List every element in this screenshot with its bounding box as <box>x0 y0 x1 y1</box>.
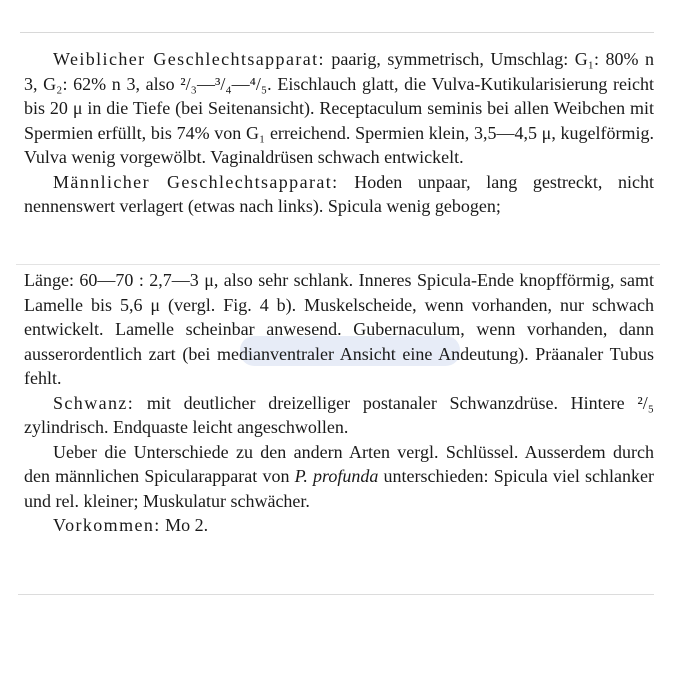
text-block-upper <box>24 47 654 219</box>
text-differences: Ueber die Unterschiede zu den andern Arten vergl. Schlüssel. Ausserdem durch den männlichen Spicularapparat von <box>24 441 654 486</box>
paragraph-male-apparatus-start <box>24 170 654 219</box>
clipping-edge-middle <box>16 264 660 265</box>
species-name: P. profunda <box>294 466 379 486</box>
text-block-lower <box>24 268 654 538</box>
paragraph-tail <box>24 391 654 440</box>
text-female-apparatus: paarig, symmetrisch, Umschlag: G₁: 80% n 3, G₂: 62% n 3, also ²/₃—³/₄—⁴/₅. Eischlauch glatt, die Vulva-Kutikularisierung reicht bis 20 μ in die Tiefe (bei Seitenansicht). Receptaculum seminis bei allen Weibchen mit Spermien erfüllt, bis 74% von G₁ erreichend. Spermien klein, 3,5—4,5 μ, kugelförmig. Vulva wenig vorgewölbt. Vaginaldrüsen schwach entwickelt. <box>24 49 654 167</box>
heading-female-apparatus: Weiblicher Geschlechtsapparat: <box>53 49 325 69</box>
paragraph-occurrence <box>24 513 654 538</box>
clipping-edge-bottom <box>18 594 654 595</box>
text-tail: mit deutlicher dreizelliger postanaler Schwanzdrüse. Hintere ²/₅ zylindrisch. Endquaste leicht angeschwollen. <box>24 392 654 437</box>
text-occurrence: Mo 2. <box>165 515 209 535</box>
paragraph-female-apparatus <box>24 47 654 170</box>
heading-occurrence: Vorkommen: <box>53 515 161 535</box>
text-male-apparatus-part2: Länge: 60—70 : 2,7—3 μ, also sehr schlank. Inneres Spicula-Ende knopfförmig, samt Lamelle bis 5,6 μ (vergl. Fig. 4 b). Muskelscheide, wenn vorhanden, nur schwach entwickelt. Lamelle scheinbar anwesend. Gubernaculum, wenn vorhanden, dann ausserordentlich zart (bei medianventraler Ansicht eine Andeutung). Präanaler Tubus fehlt. <box>24 270 654 388</box>
paragraph-differences <box>24 440 654 514</box>
clipping-edge-top <box>20 32 654 33</box>
text-differences-end: unterschieden: Spicula viel schlanker und rel. kleiner; Muskulatur schwächer. <box>24 466 655 511</box>
text-male-apparatus-part1: Hoden unpaar, lang gestreckt, nicht nennenswert verlagert (etwas nach links). Spicula wenig gebogen; <box>24 171 655 216</box>
paragraph-male-apparatus-cont <box>24 268 654 391</box>
heading-tail: Schwanz: <box>53 392 135 413</box>
heading-male-apparatus: Männlicher Geschlechtsapparat: <box>53 171 339 192</box>
